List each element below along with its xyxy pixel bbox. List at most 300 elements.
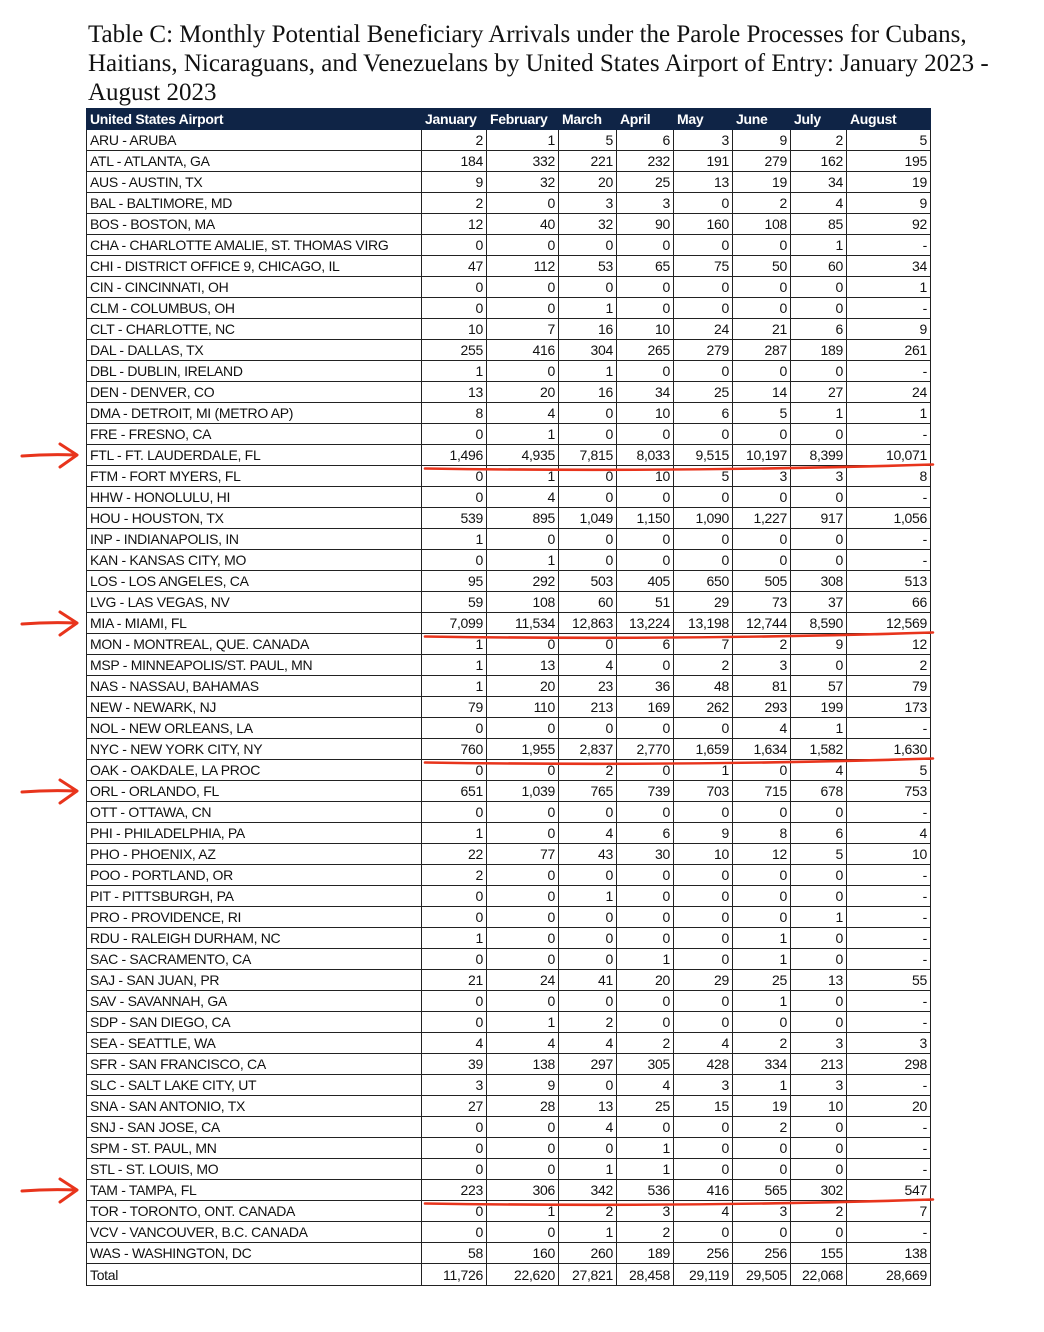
airport-cell: LOS - LOS ANGELES, CA	[87, 571, 422, 592]
table-row	[87, 361, 931, 382]
header-month: February	[487, 109, 559, 130]
value-cell: 2	[791, 1201, 847, 1222]
value-cell: 79	[847, 676, 931, 697]
value-cell: 0	[559, 235, 617, 256]
value-cell: 19	[733, 172, 791, 193]
table-row	[87, 634, 931, 655]
value-cell: 0	[422, 760, 487, 781]
airport-cell: MSP - MINNEAPOLIS/ST. PAUL, MN	[87, 655, 422, 676]
value-cell: 5	[847, 760, 931, 781]
value-cell: 10	[617, 466, 674, 487]
value-cell: 0	[487, 949, 559, 970]
table-row	[87, 613, 931, 634]
value-cell: 0	[487, 1117, 559, 1138]
value-cell: 304	[559, 340, 617, 361]
value-cell: -	[847, 1117, 931, 1138]
value-cell: 539	[422, 508, 487, 529]
value-cell: -	[847, 1222, 931, 1243]
value-cell: 48	[674, 676, 733, 697]
table-row	[87, 718, 931, 739]
value-cell: 60	[559, 592, 617, 613]
value-cell: 0	[617, 865, 674, 886]
table-row	[87, 823, 931, 844]
value-cell: 703	[674, 781, 733, 802]
value-cell: 2,770	[617, 739, 674, 760]
value-cell: 25	[617, 1096, 674, 1117]
value-cell: 0	[422, 487, 487, 508]
value-cell: 342	[559, 1180, 617, 1201]
value-cell: 12,569	[847, 613, 931, 634]
table-row	[87, 1222, 931, 1243]
value-cell: 0	[791, 886, 847, 907]
value-cell: 0	[422, 1117, 487, 1138]
value-cell: 6	[674, 403, 733, 424]
table-row	[87, 697, 931, 718]
value-cell: 19	[733, 1096, 791, 1117]
value-cell: 195	[847, 151, 931, 172]
value-cell: 332	[487, 151, 559, 172]
value-cell: 1	[733, 949, 791, 970]
value-cell: 53	[559, 256, 617, 277]
value-cell: 0	[617, 361, 674, 382]
value-cell: 0	[674, 865, 733, 886]
value-cell: 0	[733, 1222, 791, 1243]
value-cell: -	[847, 865, 931, 886]
value-cell: 10	[791, 1096, 847, 1117]
total-value-cell: 22,068	[791, 1264, 847, 1286]
airport-cell: BAL - BALTIMORE, MD	[87, 193, 422, 214]
value-cell: 0	[617, 907, 674, 928]
value-cell: 232	[617, 151, 674, 172]
value-cell: 0	[733, 1138, 791, 1159]
airport-cell: PRO - PROVIDENCE, RI	[87, 907, 422, 928]
value-cell: 20	[487, 676, 559, 697]
value-cell: 536	[617, 1180, 674, 1201]
table-title: Table C: Monthly Potential Beneficiary Arrivals under the Parole Processes for Cubans, Haitians, Nicaraguans, and Venezuelans by United States Airport of Entry: January 2023 - August 2023	[88, 21, 989, 106]
value-cell: 261	[847, 340, 931, 361]
value-cell: 305	[617, 1054, 674, 1075]
value-cell: 20	[559, 172, 617, 193]
value-cell: 0	[674, 802, 733, 823]
header-month: August	[847, 109, 931, 130]
red-arrow-icon	[22, 612, 77, 635]
airport-cell: OAK - OAKDALE, LA PROC	[87, 760, 422, 781]
value-cell: 0	[674, 361, 733, 382]
value-cell: 4	[791, 193, 847, 214]
value-cell: 55	[847, 970, 931, 991]
value-cell: 12	[733, 844, 791, 865]
value-cell: 0	[674, 991, 733, 1012]
value-cell: 0	[733, 235, 791, 256]
table-row	[87, 928, 931, 949]
value-cell: 1	[617, 949, 674, 970]
table-row	[87, 340, 931, 361]
table-row	[87, 214, 931, 235]
value-cell: 108	[487, 592, 559, 613]
airport-cell: ORL - ORLANDO, FL	[87, 781, 422, 802]
value-cell: 189	[791, 340, 847, 361]
value-cell: 0	[617, 298, 674, 319]
value-cell: 110	[487, 697, 559, 718]
value-cell: 0	[674, 886, 733, 907]
value-cell: 13	[487, 655, 559, 676]
value-cell: 59	[422, 592, 487, 613]
value-cell: 77	[487, 844, 559, 865]
airport-cell: WAS - WASHINGTON, DC	[87, 1243, 422, 1264]
value-cell: 0	[674, 1117, 733, 1138]
value-cell: 57	[791, 676, 847, 697]
value-cell: 0	[487, 298, 559, 319]
value-cell: 0	[791, 949, 847, 970]
airport-cell: SNJ - SAN JOSE, CA	[87, 1117, 422, 1138]
value-cell: 2	[733, 193, 791, 214]
total-value-cell: 28,669	[847, 1264, 931, 1286]
value-cell: 405	[617, 571, 674, 592]
value-cell: 0	[422, 802, 487, 823]
value-cell: 1,582	[791, 739, 847, 760]
value-cell: 1	[422, 529, 487, 550]
value-cell: 0	[674, 718, 733, 739]
value-cell: 20	[847, 1096, 931, 1117]
value-cell: 23	[559, 676, 617, 697]
value-cell: 50	[733, 256, 791, 277]
value-cell: 32	[487, 172, 559, 193]
table-row	[87, 445, 931, 466]
value-cell: 79	[422, 697, 487, 718]
value-cell: 41	[559, 970, 617, 991]
value-cell: 0	[559, 1075, 617, 1096]
value-cell: 302	[791, 1180, 847, 1201]
value-cell: -	[847, 529, 931, 550]
value-cell: 1	[791, 718, 847, 739]
header-airport: United States Airport	[87, 109, 422, 130]
airport-cell: OTT - OTTAWA, CN	[87, 802, 422, 823]
red-arrow-icon	[22, 444, 77, 467]
value-cell: 4	[733, 718, 791, 739]
value-cell: 12,744	[733, 613, 791, 634]
value-cell: 0	[791, 802, 847, 823]
value-cell: 0	[487, 193, 559, 214]
airport-cell: FTM - FORT MYERS, FL	[87, 466, 422, 487]
value-cell: 0	[733, 487, 791, 508]
value-cell: 565	[733, 1180, 791, 1201]
value-cell: 155	[791, 1243, 847, 1264]
value-cell: 20	[617, 970, 674, 991]
value-cell: 0	[791, 361, 847, 382]
value-cell: -	[847, 1138, 931, 1159]
airport-cell: INP - INDIANAPOLIS, IN	[87, 529, 422, 550]
table-row	[87, 655, 931, 676]
value-cell: 715	[733, 781, 791, 802]
value-cell: 58	[422, 1243, 487, 1264]
value-cell: 2	[422, 130, 487, 151]
value-cell: 1	[674, 760, 733, 781]
table-row	[87, 130, 931, 151]
value-cell: 1,049	[559, 508, 617, 529]
value-cell: 8	[733, 823, 791, 844]
value-cell: 3	[791, 1033, 847, 1054]
value-cell: 0	[733, 277, 791, 298]
airport-cell: MIA - MIAMI, FL	[87, 613, 422, 634]
value-cell: 20	[487, 382, 559, 403]
header-month: January	[422, 109, 487, 130]
value-cell: 650	[674, 571, 733, 592]
value-cell: 9	[674, 823, 733, 844]
value-cell: 334	[733, 1054, 791, 1075]
value-cell: 0	[674, 193, 733, 214]
value-cell: 28	[487, 1096, 559, 1117]
value-cell: 27	[422, 1096, 487, 1117]
value-cell: 32	[559, 214, 617, 235]
value-cell: 0	[674, 907, 733, 928]
value-cell: 256	[674, 1243, 733, 1264]
table-row	[87, 739, 931, 760]
value-cell: 0	[674, 1159, 733, 1180]
value-cell: 0	[617, 991, 674, 1012]
airport-cell: PHO - PHOENIX, AZ	[87, 844, 422, 865]
table-row	[87, 1201, 931, 1222]
value-cell: 265	[617, 340, 674, 361]
value-cell: 10	[847, 844, 931, 865]
value-cell: -	[847, 718, 931, 739]
airport-cell: CLT - CHARLOTTE, NC	[87, 319, 422, 340]
value-cell: 0	[674, 550, 733, 571]
value-cell: 8,399	[791, 445, 847, 466]
value-cell: 765	[559, 781, 617, 802]
table-row	[87, 508, 931, 529]
value-cell: 13	[422, 382, 487, 403]
value-cell: 199	[791, 697, 847, 718]
value-cell: 8	[422, 403, 487, 424]
table-row	[87, 1075, 931, 1096]
value-cell: 7	[487, 319, 559, 340]
airport-cell: ARU - ARUBA	[87, 130, 422, 151]
table-row	[87, 991, 931, 1012]
value-cell: 0	[422, 718, 487, 739]
value-cell: 0	[559, 634, 617, 655]
table-row	[87, 193, 931, 214]
value-cell: 0	[559, 277, 617, 298]
value-cell: 3	[422, 1075, 487, 1096]
value-cell: 16	[559, 382, 617, 403]
table-row	[87, 256, 931, 277]
airport-cell: SLC - SALT LAKE CITY, UT	[87, 1075, 422, 1096]
total-value-cell: 28,458	[617, 1264, 674, 1286]
value-cell: 10,197	[733, 445, 791, 466]
value-cell: 4	[791, 760, 847, 781]
value-cell: 0	[674, 487, 733, 508]
value-cell: 0	[559, 718, 617, 739]
value-cell: 10	[617, 403, 674, 424]
value-cell: 47	[422, 256, 487, 277]
table-row	[87, 151, 931, 172]
value-cell: -	[847, 1012, 931, 1033]
header-month: April	[617, 109, 674, 130]
value-cell: 760	[422, 739, 487, 760]
table-row	[87, 1243, 931, 1264]
airport-cell: SPM - ST. PAUL, MN	[87, 1138, 422, 1159]
airport-cell: NAS - NASSAU, BAHAMAS	[87, 676, 422, 697]
value-cell: 2,837	[559, 739, 617, 760]
total-value-cell: 27,821	[559, 1264, 617, 1286]
value-cell: 0	[617, 655, 674, 676]
table-row	[87, 676, 931, 697]
table-row	[87, 886, 931, 907]
value-cell: 0	[559, 403, 617, 424]
airport-cell: NOL - NEW ORLEANS, LA	[87, 718, 422, 739]
airport-cell: HOU - HOUSTON, TX	[87, 508, 422, 529]
table-row	[87, 1096, 931, 1117]
value-cell: 7	[847, 1201, 931, 1222]
value-cell: 0	[674, 1222, 733, 1243]
value-cell: 95	[422, 571, 487, 592]
header-month: June	[733, 109, 791, 130]
value-cell: 416	[487, 340, 559, 361]
airport-cell: TAM - TAMPA, FL	[87, 1180, 422, 1201]
value-cell: 0	[487, 802, 559, 823]
value-cell: 0	[422, 886, 487, 907]
header-month: July	[791, 109, 847, 130]
value-cell: 3	[674, 1075, 733, 1096]
value-cell: 0	[733, 760, 791, 781]
value-cell: 2	[733, 1033, 791, 1054]
value-cell: 255	[422, 340, 487, 361]
value-cell: 428	[674, 1054, 733, 1075]
value-cell: 5	[733, 403, 791, 424]
value-cell: -	[847, 550, 931, 571]
value-cell: 678	[791, 781, 847, 802]
value-cell: 0	[791, 928, 847, 949]
airport-cell: ATL - ATLANTA, GA	[87, 151, 422, 172]
value-cell: 81	[733, 676, 791, 697]
value-cell: 0	[791, 1138, 847, 1159]
value-cell: 24	[487, 970, 559, 991]
value-cell: 138	[847, 1243, 931, 1264]
value-cell: 2	[733, 1117, 791, 1138]
value-cell: 1	[791, 403, 847, 424]
value-cell: 0	[559, 907, 617, 928]
airport-cell: FTL - FT. LAUDERDALE, FL	[87, 445, 422, 466]
value-cell: 4	[559, 1033, 617, 1054]
table-row	[87, 529, 931, 550]
value-cell: 0	[617, 1117, 674, 1138]
value-cell: 0	[791, 1159, 847, 1180]
value-cell: 3	[617, 193, 674, 214]
value-cell: 0	[559, 529, 617, 550]
value-cell: 30	[617, 844, 674, 865]
value-cell: 279	[674, 340, 733, 361]
table-row	[87, 949, 931, 970]
value-cell: 37	[791, 592, 847, 613]
total-value-cell: 29,505	[733, 1264, 791, 1286]
value-cell: 1,659	[674, 739, 733, 760]
value-cell: 0	[791, 424, 847, 445]
airport-cell: VCV - VANCOUVER, B.C. CANADA	[87, 1222, 422, 1243]
value-cell: 173	[847, 697, 931, 718]
value-cell: 1	[487, 550, 559, 571]
red-arrow-icon	[22, 1179, 77, 1202]
table-row	[87, 760, 931, 781]
value-cell: 0	[674, 949, 733, 970]
header-month: March	[559, 109, 617, 130]
value-cell: 1	[733, 1075, 791, 1096]
value-cell: 0	[422, 1222, 487, 1243]
value-cell: 1	[559, 298, 617, 319]
value-cell: 9	[422, 172, 487, 193]
value-cell: 8,033	[617, 445, 674, 466]
table-row	[87, 466, 931, 487]
value-cell: 0	[791, 487, 847, 508]
value-cell: 160	[487, 1243, 559, 1264]
table-row	[87, 1054, 931, 1075]
table-row	[87, 1117, 931, 1138]
value-cell: 0	[559, 949, 617, 970]
value-cell: 85	[791, 214, 847, 235]
value-cell: 0	[422, 1201, 487, 1222]
value-cell: 0	[487, 1159, 559, 1180]
airport-cell: NYC - NEW YORK CITY, NY	[87, 739, 422, 760]
airport-cell: DEN - DENVER, CO	[87, 382, 422, 403]
value-cell: 0	[791, 991, 847, 1012]
value-cell: 0	[733, 361, 791, 382]
value-cell: 15	[674, 1096, 733, 1117]
airport-cell: SEA - SEATTLE, WA	[87, 1033, 422, 1054]
value-cell: 7,815	[559, 445, 617, 466]
value-cell: 0	[559, 802, 617, 823]
value-cell: 4	[487, 403, 559, 424]
value-cell: 3	[733, 1201, 791, 1222]
airport-cell: DAL - DALLAS, TX	[87, 340, 422, 361]
value-cell: 0	[487, 886, 559, 907]
value-cell: 0	[617, 718, 674, 739]
value-cell: 0	[422, 277, 487, 298]
value-cell: 0	[487, 1222, 559, 1243]
value-cell: 4	[487, 1033, 559, 1054]
airport-cell: PHI - PHILADELPHIA, PA	[87, 823, 422, 844]
value-cell: 1	[559, 1222, 617, 1243]
value-cell: 6	[791, 823, 847, 844]
table-row	[87, 1033, 931, 1054]
value-cell: 306	[487, 1180, 559, 1201]
table-row	[87, 298, 931, 319]
value-cell: 0	[422, 298, 487, 319]
airport-cell: SDP - SAN DIEGO, CA	[87, 1012, 422, 1033]
value-cell: 6	[617, 130, 674, 151]
value-cell: 13,224	[617, 613, 674, 634]
value-cell: 4	[674, 1201, 733, 1222]
value-cell: -	[847, 907, 931, 928]
table-row	[87, 424, 931, 445]
value-cell: 917	[791, 508, 847, 529]
airport-cell: KAN - KANSAS CITY, MO	[87, 550, 422, 571]
value-cell: 2	[617, 1033, 674, 1054]
value-cell: 0	[559, 928, 617, 949]
value-cell: 5	[791, 844, 847, 865]
value-cell: 112	[487, 256, 559, 277]
value-cell: 66	[847, 592, 931, 613]
airport-cell: DMA - DETROIT, MI (METRO AP)	[87, 403, 422, 424]
value-cell: 13,198	[674, 613, 733, 634]
value-cell: 34	[617, 382, 674, 403]
value-cell: -	[847, 1159, 931, 1180]
table-row	[87, 487, 931, 508]
value-cell: 25	[733, 970, 791, 991]
value-cell: 0	[617, 1012, 674, 1033]
value-cell: 1	[617, 1159, 674, 1180]
airport-cell: SAC - SACRAMENTO, CA	[87, 949, 422, 970]
value-cell: 0	[733, 1159, 791, 1180]
value-cell: 1	[487, 130, 559, 151]
